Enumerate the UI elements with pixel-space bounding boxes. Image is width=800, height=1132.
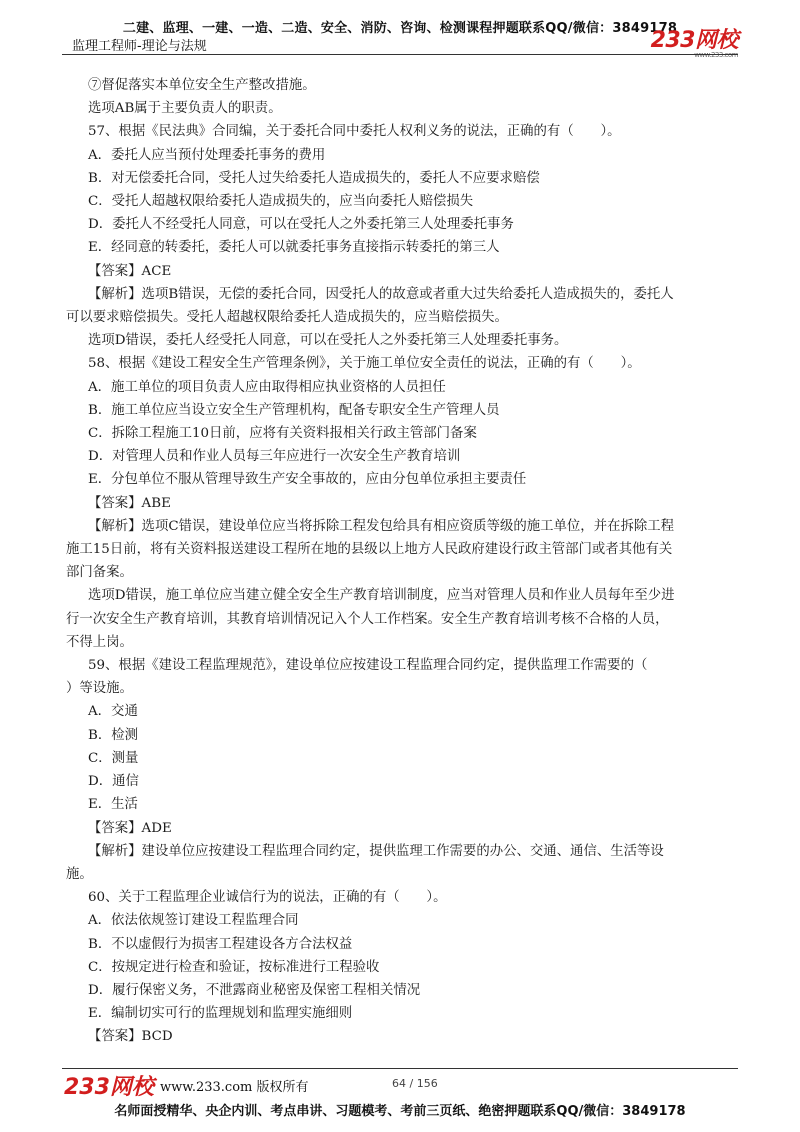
- text-line: 选项D错误，施工单位应当建立健全安全生产教育培训制度，应当对管理人员和作业人员每年至少进: [88, 588, 675, 604]
- text-line: ）等设施。: [66, 681, 133, 697]
- text-line: 可以要求赔偿损失。受托人超越权限给委托人造成损失的，应当赔偿损失。: [66, 310, 508, 326]
- text-line: D．通信: [88, 774, 139, 790]
- text-line: A．依法依规签订建设工程监理合同: [88, 913, 299, 929]
- text-line: 【解析】选项C错误，建设单位应当将拆除工程发包给具有相应资质等级的施工单位，并在拆除工程: [88, 518, 675, 534]
- text-line: C．受托人超越权限给委托人造成损失的，应当向委托人赔偿损失: [88, 194, 474, 210]
- text-line: A．委托人应当预付处理委托事务的费用: [88, 147, 326, 163]
- document-body: [66, 74, 740, 1049]
- logo-text: 233网校: [650, 28, 738, 53]
- text-line: C．按规定进行检查和验证，按标准进行工程验收: [88, 959, 380, 975]
- text-line: 58、根据《建设工程安全生产管理条例》，关于施工单位安全责任的说法，正确的有（ ）。: [88, 356, 641, 372]
- text-line: 行一次安全生产教育培训，其教育培训情况记入个人工作档案。安全生产教育培训考核不合格的人员，: [66, 611, 669, 627]
- text-line: 60、关于工程监理企业诚信行为的说法，正确的有（ ）。: [88, 890, 447, 906]
- page-header: [0, 0, 800, 58]
- header-divider: [62, 54, 738, 55]
- header-subject: 监理工程师-理论与法规: [72, 39, 207, 54]
- footer-promo: 名师面授精华、央企内训、考点串讲、习题模考、考前三页纸、绝密押题联系QQ/微信：3849178: [114, 1104, 686, 1119]
- text-line: E．分包单位不服从管理导致生产安全事故的，应由分包单位承担主要责任: [88, 472, 527, 488]
- text-line: B．对无偿委托合同，受托人过失给委托人造成损失的，委托人不应要求赔偿: [88, 170, 540, 186]
- text-line: 选项AB属于主要负责人的职责。: [88, 101, 282, 117]
- text-line: E．经同意的转委托，委托人可以就委托事务直接指示转委托的第三人: [88, 240, 500, 256]
- text-line: 【答案】ACE: [88, 263, 172, 279]
- text-line: ⑦督促落实本单位安全生产整改措施。: [88, 78, 316, 93]
- text-line: C．测量: [88, 750, 139, 766]
- text-line: E．编制切实可行的监理规划和监理实施细则: [88, 1006, 353, 1022]
- text-line: D．履行保密义务，不泄露商业秘密及保密工程相关情况: [88, 982, 421, 998]
- text-line: D．对管理人员和作业人员每三年应进行一次安全生产教育培训: [88, 449, 461, 465]
- footer-divider: [62, 1068, 738, 1069]
- text-line: 选项D错误，委托人经受托人同意，可以在受托人之外委托第三人处理委托事务。: [88, 333, 568, 349]
- logo-url: www.233.com: [694, 51, 738, 59]
- text-line: C．拆除工程施工10日前，应将有关资料报相关行政主管部门备案: [88, 426, 477, 442]
- text-line: 57、根据《民法典》合同编，关于委托合同中委托人权利义务的说法，正确的有（ ）。: [88, 124, 621, 140]
- text-line: A．施工单位的项目负责人应由取得相应执业资格的人员担任: [88, 379, 446, 395]
- text-line: 【解析】建设单位应按建设工程监理合同约定，提供监理工作需要的办公、交通、通信、生活等设: [88, 843, 664, 859]
- text-line: 施。: [66, 866, 93, 882]
- text-line: 59、根据《建设工程监理规范》，建设单位应按建设工程监理合同约定，提供监理工作需要的（: [88, 658, 648, 674]
- header-banner: 二建、监理、一建、一造、二造、安全、消防、咨询、检测课程押题联系QQ/微信：3849178: [122, 21, 678, 36]
- text-line: 【答案】ABE: [88, 495, 171, 511]
- text-line: B．不以虚假行为损害工程建设各方合法权益: [88, 936, 353, 952]
- footer-copyright: www.233.com 版权所有: [160, 1080, 309, 1095]
- text-line: 【解析】选项B错误，无偿的委托合同，因受托人的故意或者重大过失给委托人造成损失的，委托人: [88, 286, 674, 302]
- text-line: A．交通: [88, 704, 138, 720]
- text-line: 【答案】BCD: [88, 1029, 173, 1045]
- text-line: B．检测: [88, 727, 139, 743]
- text-line: 不得上岗。: [66, 634, 133, 650]
- text-line: 施工15日前，将有关资料报送建设工程所在地的县级以上地方人民政府建设行政主管部门或者其他有关: [66, 542, 673, 558]
- text-line: B．施工单位应当设立安全生产管理机构，配备专职安全生产管理人员: [88, 402, 500, 418]
- page-number: 64 / 156: [392, 1077, 438, 1090]
- text-line: 【答案】ADE: [88, 820, 172, 836]
- text-line: 部门备案。: [66, 565, 133, 581]
- text-line: D．委托人不经受托人同意，可以在受托人之外委托第三人处理委托事务: [88, 217, 514, 233]
- footer-logo: 233网校: [64, 1075, 154, 1100]
- text-line: E．生活: [88, 797, 138, 813]
